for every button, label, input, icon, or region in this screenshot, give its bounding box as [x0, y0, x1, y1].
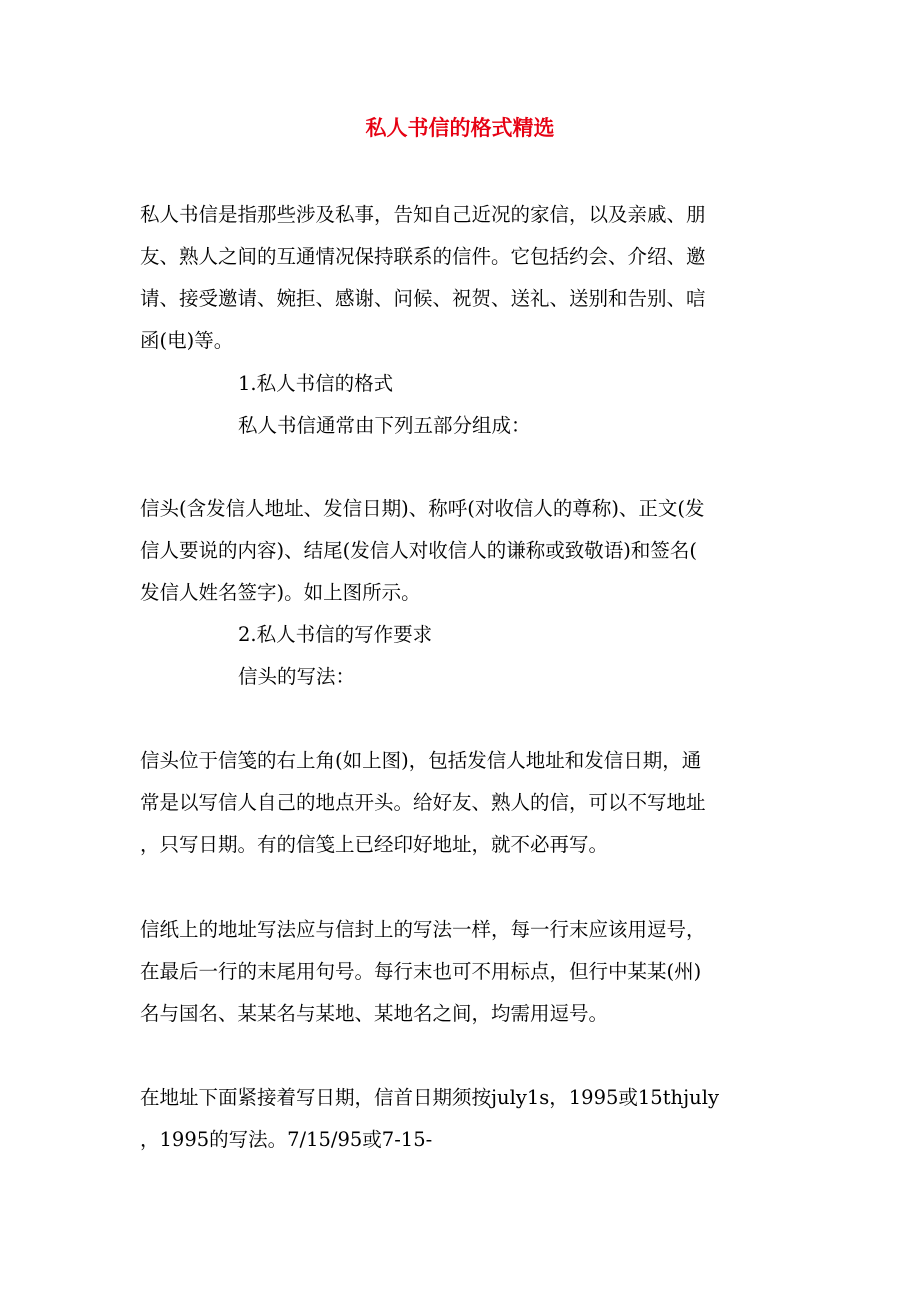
body-line: 信头(含发信人地址、发信日期)、称呼(对收信人的尊称)、正文(发	[140, 497, 705, 520]
body-line: 函(电)等。	[140, 329, 234, 352]
body-line: 名与国名、某某名与某地、某地名之间，均需用逗号。	[140, 1002, 609, 1025]
body-line: 私人书信是指那些涉及私事，告知自己近况的家信，以及亲戚、朋	[140, 203, 706, 226]
body-line: 信头位于信笺的右上角(如上图)，包括发信人地址和发信日期，通	[140, 749, 702, 772]
body-line: 信头的写法：	[238, 665, 356, 688]
body-line: 发信人姓名签字)。如上图所示。	[140, 581, 421, 604]
body-line: 请、接受邀请、婉拒、感谢、问候、祝贺、送礼、送别和告别、唁	[140, 287, 706, 310]
body-line: ，1995的写法。7/15/95或7-15-	[140, 1128, 433, 1151]
body-line: 私人书信通常由下列五部分组成：	[238, 414, 531, 437]
section-heading: 2.私人书信的写作要求	[238, 623, 433, 646]
section-heading: 1.私人书信的格式	[238, 372, 394, 395]
body-line: 信纸上的地址写法应与信封上的写法一样，每一行末应该用逗号，	[140, 918, 706, 941]
body-line: 友、熟人之间的互通情况保持联系的信件。它包括约会、介绍、邀	[140, 245, 706, 268]
document-title: 私人书信的格式精选	[365, 115, 555, 140]
body-line: ，只写日期。有的信笺上已经印好地址，就不必再写。	[140, 833, 609, 856]
body-line: 信人要说的内容)、结尾(发信人对收信人的谦称或致敬语)和签名(	[140, 539, 697, 562]
body-line: 在地址下面紧接着写日期，信首日期须按july1s，1995或15thjuly	[140, 1086, 719, 1109]
body-line: 在最后一行的末尾用句号。每行末也可不用标点，但行中某某(州)	[140, 960, 702, 983]
body-line: 常是以写信人自己的地点开头。给好友、熟人的信，可以不写地址	[140, 791, 706, 814]
